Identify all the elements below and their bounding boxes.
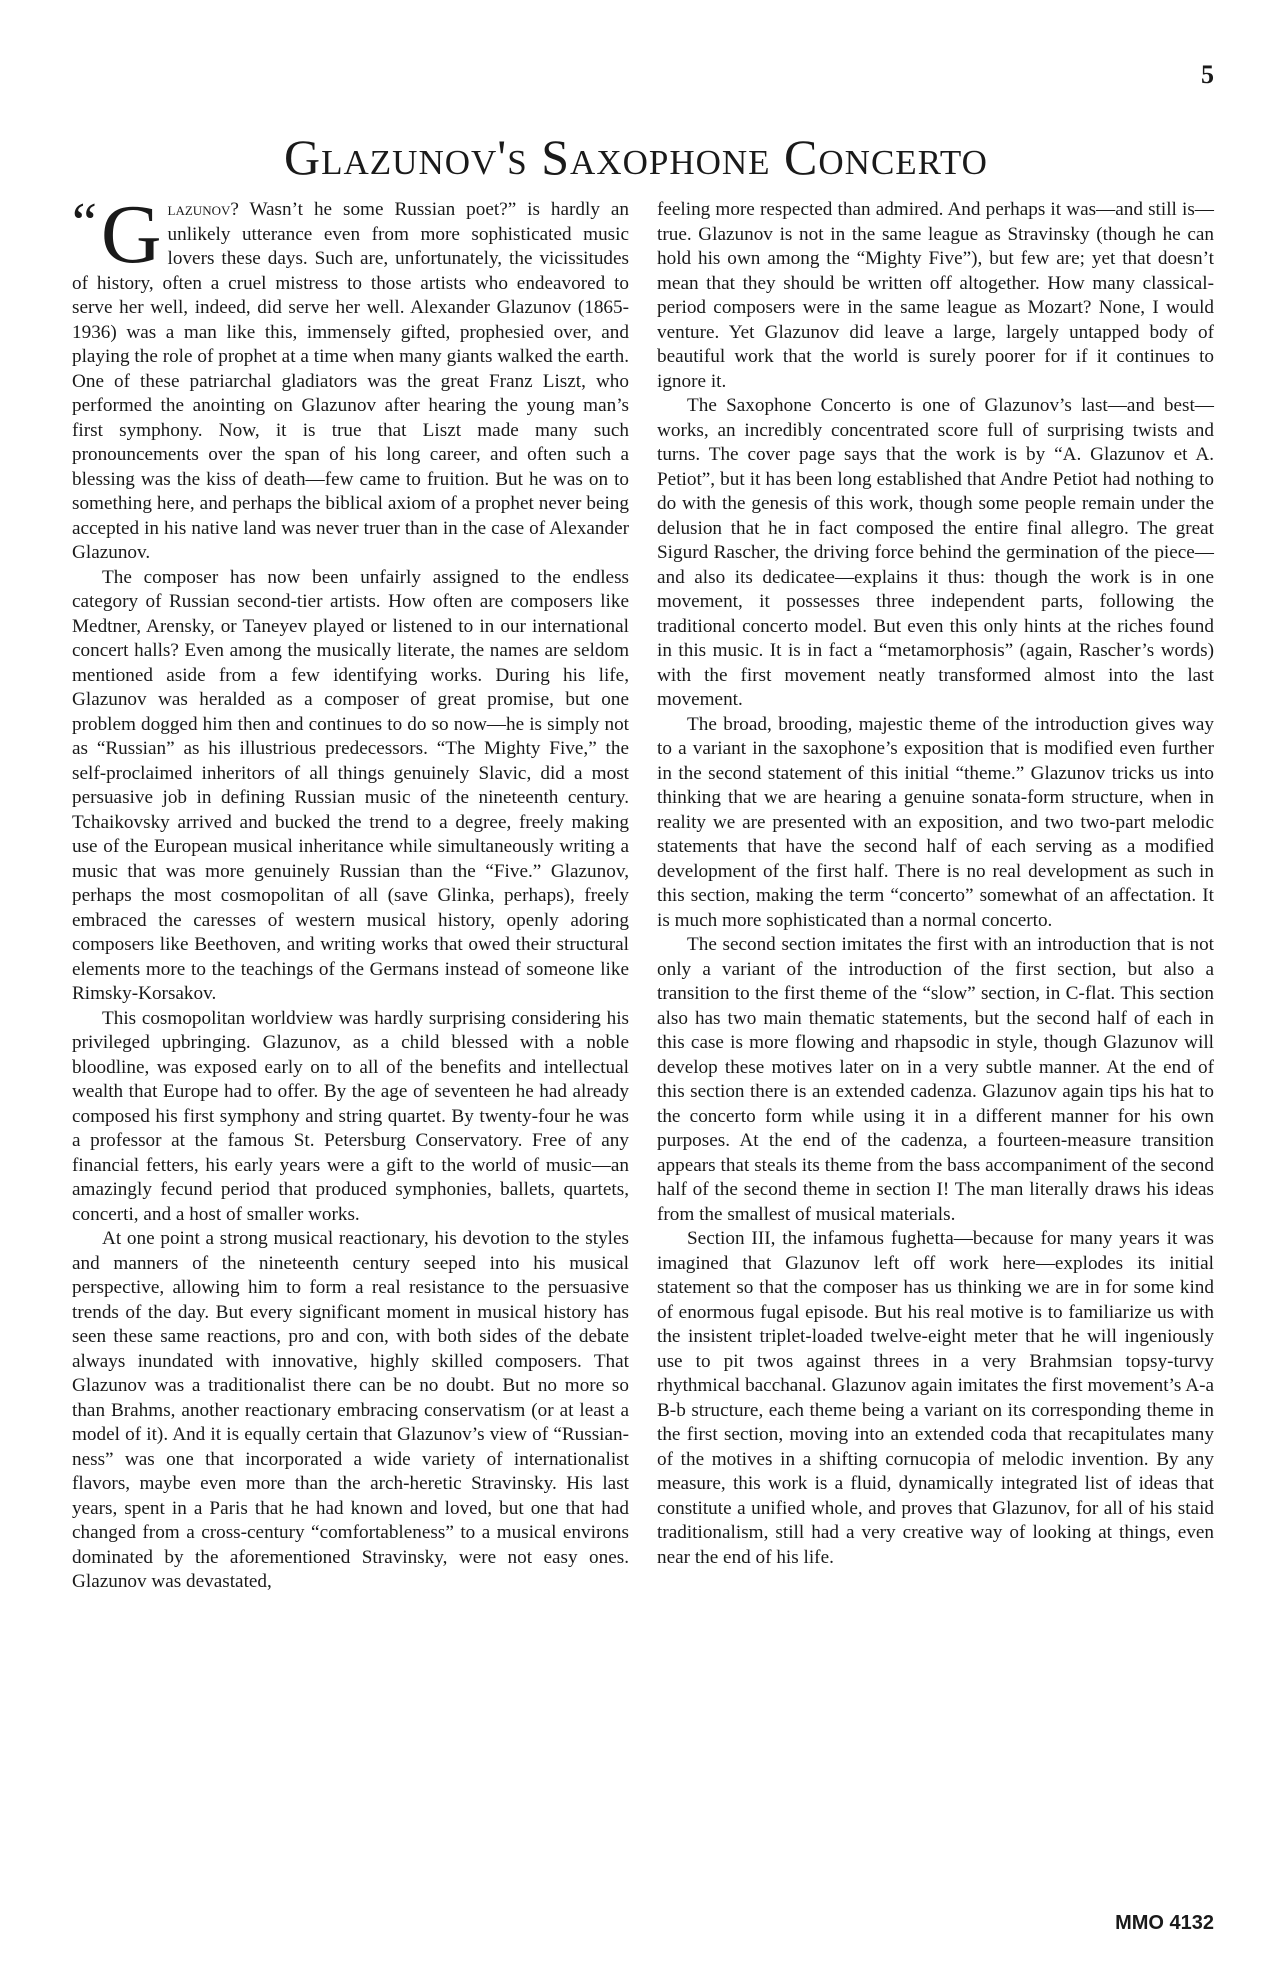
catalog-number: MMO 4132 xyxy=(1115,1912,1214,1934)
paragraph-1 xyxy=(72,188,629,566)
open-quote-mark: “ xyxy=(72,192,97,254)
paragraph-5: feeling more respected than admired. And perhaps it was—and still is—true. Glazunov is not in the same league as Stravinsky (though he can hold his own among the “Mighty Five”), but few are; yet that doesn’t mean that they should be written off altogether. How many classical-period composers were in the same league as Mozart? None, I would venture. Yet Glazunov did leave a large, largely untapped body of beautiful work that the world is surely poorer for if it continues to ignore it. xyxy=(657,199,1214,392)
paragraph-text: Wasn’t he some Russian poet?” is hardly an unlikely utterance even from more sophisticated music lovers these days. Such are, unfortunately, the vicissitudes of history, often a cruel mistress to those artists who endeavored to serve her well, indeed, did serve her well. Alexander Glazunov (1865-1936) was a man like this, immensely gifted, prophesied over, and playing the role of prophet at a time when many giants walked the earth. One of these patriarchal gladiators was the great Franz Liszt, who performed the anointing on Glazunov after hearing the young man’s first symphony. Now, it is true that Liszt made many such pronouncements over the span of his long career, and often such a blessing was the kiss of death—few came to fruition. But he was on to something here, and perhaps the biblical axiom of a prophet never being accepted in his native land was never truer than in the case of Alexander Glazunov. xyxy=(72,199,629,563)
article-title: Glazunov's Saxophone Concerto xyxy=(284,129,988,185)
paragraph-7: The broad, brooding, majestic theme of the introduction gives way to a variant in the saxophone’s exposition that is modified even further in the second statement of this initial “theme.” Glazunov tricks us into thinking that we are hearing a genuine sonata-form structure, when in reality we are presented with an exposition, and two two-part melodic statements that have the second half of each serving as a modified development of the first half. There is no real development as such in this section, making the term “concerto” somewhat of an affectation. It is much more sophisticated than a normal concerto. xyxy=(657,713,1214,931)
paragraph-2: The composer has now been unfairly assigned to the endless category of Russian second-tier artists. How often are composers like Medtner, Arensky, or Taneyev played or listened to in our international concert halls? Even among the musically literate, the names are seldom mentioned aside from a few identifying works. During his life, Glazunov was heralded as a composer of great promise, but one problem dogged him then and continues to do so now—he is simply not as “Russian” as his illustrious predecessors. “The Mighty Five,” the self-proclaimed inheritors of all things genuinely Slavic, did a most persuasive job in defining Russian music of the nineteenth century. Tchaikovsky arrived and bucked the trend to a degree, freely making use of the European musical inheritance while simultaneously writing a music that was more genuinely Russian than the “Five.” Glazunov, perhaps the most cosmopolitan of all (save Glinka, perhaps), freely embraced the caresses of western musical history, openly adoring composers like Beethoven, and writing works that owed their structural elements more to the teachings of the Germans instead of someone like Rimsky-Korsakov. xyxy=(72,566,629,1004)
right-column xyxy=(657,198,1214,1595)
page-number: 5 xyxy=(1201,60,1214,89)
lead-word: lazunov? xyxy=(167,199,239,220)
left-column xyxy=(72,188,629,1595)
paragraph-6: The Saxophone Concerto is one of Glazunov’s last—and best—works, an incredibly concentrated score full of surprising twists and turns. The cover page says that the work is by “A. Glazunov et A. Petiot”, but it has been long established that Andre Petiot had nothing to do with the genesis of this work, though some people remain under the delusion that he in fact composed the entire final allegro. The great Sigurd Rascher, the driving force behind the germination of the piece—and also its dedicatee—explains it thus: though the work is in one movement, it possesses three independent parts, following the traditional concerto model. But even this only hints at the riches found in this music. It is in fact a “metamorphosis” (again, Rascher’s words) with the first movement neatly transformed almost into the last movement. xyxy=(657,395,1214,710)
paragraph-8: The second section imitates the first with an introduction that is not only a variant of the introduction of the first section, but also a transition to the first theme of the “slow” section, in C-flat. This section also has two main thematic statements, but the second half of each in this case is more flowing and rhapsodic in style, though Glazunov will develop these motives later on in a very subtle manner. At the end of this section there is an extended cadenza. Glazunov again tips his hat to the concerto form while using it in a different manner for his own purposes. At the end of the cadenza, a fourteen-measure transition appears that steals its theme from the bass accompaniment of the second half of the second theme in section I! The man literally draws his ideas from the smallest of musical materials. xyxy=(657,934,1214,1225)
paragraph-3: This cosmopolitan worldview was hardly surprising considering his privileged upbringing. Glazunov, as a child blessed with a noble bloodline, was exposed early on to all of the benefits and intellectual wealth that Europe had to offer. By the age of seventeen he had already composed his first symphony and string quartet. By twenty-four he was a professor at the famous St. Petersburg Conservatory. Free of any financial fetters, his early years were a gift to the world of music—an amazingly fecund period that produced symphonies, ballets, quartets, concerti, and a host of smaller works. xyxy=(72,1007,629,1225)
paragraph-4: At one point a strong musical reactionary, his devotion to the styles and manners of the nineteenth century seeped into his musical perspective, allowing him to form a real resistance to the persuasive trends of the day. But every significant moment in musical history has seen these same reactions, pro and con, with both sides of the debate always inundated with innovative, highly skilled composers. That Glazunov was a traditionalist there can be no doubt. But no more so than Brahms, another reactionary embracing conservatism (or at least a model of it). And it is equally certain that Glazunov’s view of “Russian-ness” was one that incorporated a wide variety of internationalist flavors, maybe even more than the arch-heretic Stravinsky. His last years, spent in a Paris that he had known and loved, but one that had changed from a cross-century “comfortableness” to a musical environs dominated by the aforementioned Stravinsky, were not easy ones. Glazunov was devastated, xyxy=(72,1228,629,1592)
article-body xyxy=(72,188,1214,1595)
drop-cap: G xyxy=(100,188,162,281)
paragraph-9: Section III, the infamous fughetta—because for many years it was imagined that Glazunov left off work here—explodes its initial statement so that the composer has us thinking we are in for some kind of enormous fugal episode. But his real motive is to familiarize us with the insistent triplet-loaded twelve-eight meter that he will ingeniously use to pit twos against threes in a very Brahmsian topsy-turvy rhythmical bacchanal. Glazunov again imitates the first movement’s A-a B-b structure, each theme being a variant on its corresponding theme in the first section, moving into an extended coda that recapitulates many of the motives in a shifting cornucopia of melodic invention. By any measure, this work is a fluid, dynamically integrated list of ideas that constitute a unified whole, and proves that Glazunov, for all of his staid traditionalism, still had a very creative way of looking at things, even near the end of his life. xyxy=(657,1228,1214,1568)
